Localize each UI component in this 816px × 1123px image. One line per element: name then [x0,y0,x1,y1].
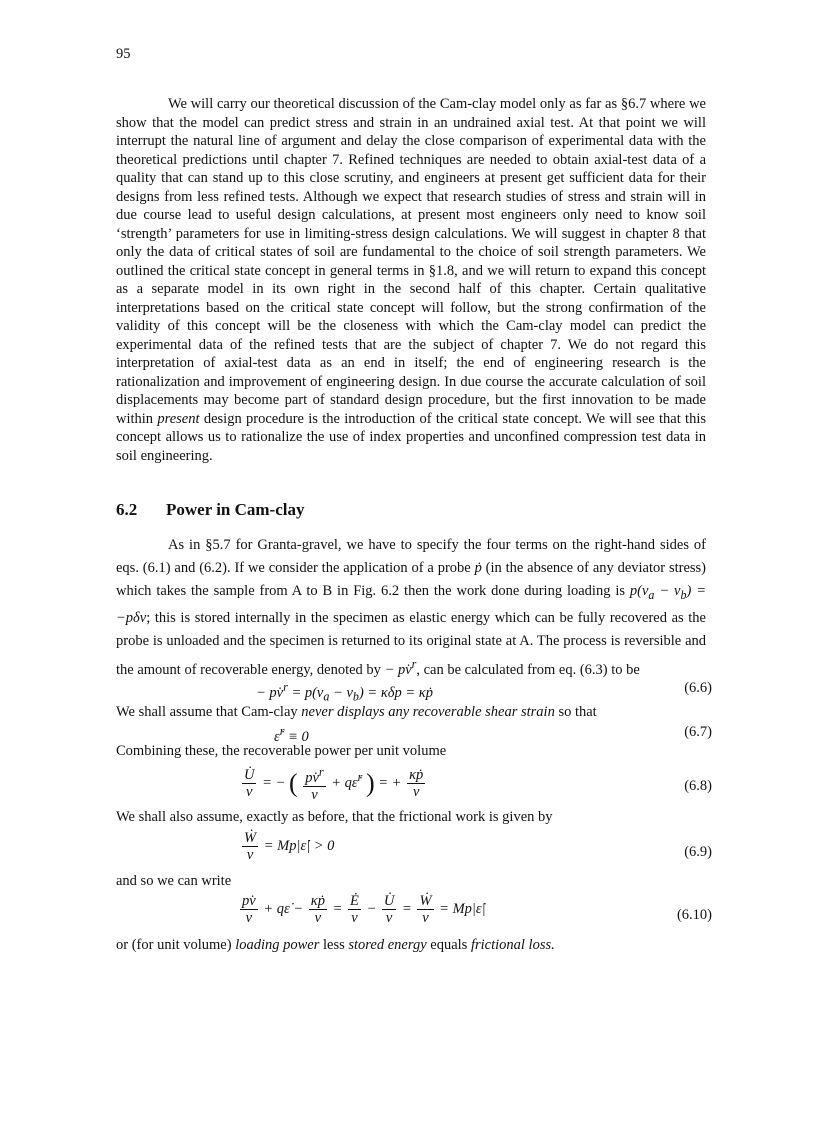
eq68-number: (6.8) [684,778,712,794]
equation-6-10: $\frac{pv̇}{v}$ + qε̇ − $\frac{\text{κṗ}}{v}$ = $\frac{Ė}{v}$ − $\frac{U̇}{v}$ = $\frac{\text{Ẇ}}{v}$ = Mp|ε̇| (6.10) [242,893,712,926]
eq610-frac-w: $\frac{\text{Ẇ}}{v}$ [419,893,432,926]
equation-6-9 [116,830,712,870]
eq66-number: (6.6) [684,680,712,696]
power-text-2: (in the absence of any deviator stress) which takes the sample from A to B in Fig. 6.2 then the work done during loading is [116,560,706,599]
section-title: Power in Cam-clay [166,500,305,519]
eq69-number: (6.9) [684,844,712,860]
eq69-w: Ẇ [244,830,257,846]
eq610-frac-u: $\frac{U̇}{v}$ [383,893,395,926]
eq68-u: U̇ [244,766,255,783]
section-heading [116,500,305,520]
final-stored-energy: stored energy [348,937,427,953]
shear-post: so that [554,704,597,720]
eq69-rest: = Mp|ε̇| > 0 [263,837,335,854]
eq610-pv: pv̇ [242,893,256,909]
power-paragraph: As in §5.7 for Granta-gravel, we have to specify the four terms on the right-hand sides of eqs. (6.1) and (6.2). If we consider the application of a probe ṗ (in the absence of any deviator stress) which takes the sample from A to B in Fig. 6.2 then the work done during loading is $p(v_a - v_b) = -p\delta v$; this is stored internally in the specimen as elastic energy which can be fully recovered as the probe is unloaded and the specimen is returned to its original state at A. The process is reversible and the amount of recoverable energy, denoted by − pv̇$^r$, can be calculated from eq. (6.3) to be [116,537,706,678]
so-we-can-line: and so we can write [116,873,232,889]
power-text-4: , can be calculated from eq. (6.3) to be [416,661,640,678]
eq68-kp: κṗ [409,766,424,783]
equation-6-8: $\frac{U̇}{v}$ = − ( $\frac{pv̇^r}{v}$ + qε̇$^r$ ) = + $\frac{\text{κṗ}}{v}$ (6.8) [244,765,712,803]
eq610-q: + qε̇ − [263,900,304,917]
power-text-1: As in §5.7 for Granta-gravel, we have to specify the four terms on the right-hand sides of eqs. (6.1) and (6.2). If we consider the application of a probe [116,537,706,576]
eq66-lhs: − pv̇ [256,684,284,701]
eq66-rhs2: ) = κδp = κṗ [358,684,434,701]
eq610-u: U̇ [383,893,395,909]
eq68-q: + qε̇ [327,774,358,791]
equation-6-7: ε̇$^r$ ≡ 0 (6.7) [274,724,712,745]
recoverable-symbol: − pv̇ [384,661,412,678]
final-equals: equals [426,937,471,953]
final-pre: or (for unit volume) [116,937,236,953]
intro-text-after: design procedure is the introduction of the critical state concept. We will see that this concept allows us to rationalize the use of index properties and unconfined compression test data in soil engineering. [116,410,707,464]
power-text-3: ; this is stored internally in the specimen as elastic energy which can be fully recovered as the probe is unloaded and the specimen is returned to its original state at A. The process is reversible and the amount of recoverable energy, denoted by [116,609,706,678]
shear-assumption-line [116,704,706,721]
shear-emph: never displays any recoverable shear strain [301,704,555,720]
eq610-v: v [245,910,253,926]
eq68-v1: v [246,783,253,800]
eq610-kp: κṗ [310,893,325,909]
probe-symbol: ṗ [474,560,482,576]
eq67-expr: ε̇ [274,728,280,745]
eq610-frac-e: $\frac{Ė}{v}$ [350,893,359,926]
eq68-frac-u [242,767,256,800]
eq69-v: v [246,847,254,863]
eq610-rest: = Mp|ε̇| [439,900,486,917]
equation-6-6: − pv̇$^r$ = $p(v_a - v_b) = \kappa\delta p$ = κṗ (6.6) [256,680,712,704]
eq67-rest: ≡ 0 [284,728,309,745]
intro-text-before: We will carry our theoretical discussion of the Cam-clay model only as far as §6.7 where we show that the model can predict stress and strain in an undrained axial test. At that point we will interrupt the natural line of argument and delay the close comparison of experimental data with the theoretical predictions until chapter 7. Refined techniques are needed to obtain axial-test data of a quality that can stand up to this close scrutiny, and engineers at present get sufficient data for their designs from less refined tests. Although we expect that research studies of stress and strain will in due course lead to useful design calculations, at present most engineers only need to know soil ‘strength’ parameters for use in limiting-stress design calculations. We will suggest in chapter 8 that only the data of critical states of soil are fundamental to the choice of soil strength parameters. We outlined the critical state concept in general terms in §1.8, and we will return to expand this concept as a separate model in its own right in the second half of this chapter. Certain qualitative interpretations based on the critical state concept will follow, but the strong confirmation of the validity of this concept will be the closeness with which the Cam-clay model can predict the experimental data of the refined tests that are the subject of chapter 7. We do not regard this interpretation of axial-test data as an end in itself; the end of engineering research is the rationalization and improvement of engineering design. In due course the accurate calculation of soil displacements may become part of standard design procedure, but the first innovation to be made within [116,96,706,427]
final-less: less [319,937,349,953]
final-frictional-loss: frictional loss. [470,937,555,953]
eq610-w: Ẇ [419,893,432,909]
eq68-frac-pv: $\frac{pv̇^r}{v}$ [305,765,324,803]
work-expression: p(v [629,583,649,599]
eq68-frac-kp: $\frac{\text{κṗ}}{v}$ [409,766,424,800]
eq66-rhs: = p(v [287,684,324,701]
eq67-number: (6.7) [684,724,712,740]
section-number: 6.2 [116,500,138,519]
eq610-e: Ė [350,893,359,909]
friction-line: We shall also assume, exactly as before, that the frictional work is given by [116,809,553,825]
eq610-frac-kp: $\frac{\text{κṗ}}{v}$ [310,893,325,926]
eq610-number: (6.10) [676,907,712,923]
intro-emphasis: present [157,410,200,427]
eq68-pv: pv̇ [305,769,319,786]
combining-line: Combining these, the recoverable power per unit volume [116,743,447,759]
final-loading-power: loading power [235,937,320,953]
shear-pre: We shall assume that Cam-clay [116,704,302,720]
final-sentence [116,937,706,954]
page-number: 95 [116,46,131,62]
eq69-frac [242,830,258,863]
intro-paragraph [116,95,706,465]
eq610-frac-pv [240,893,258,926]
